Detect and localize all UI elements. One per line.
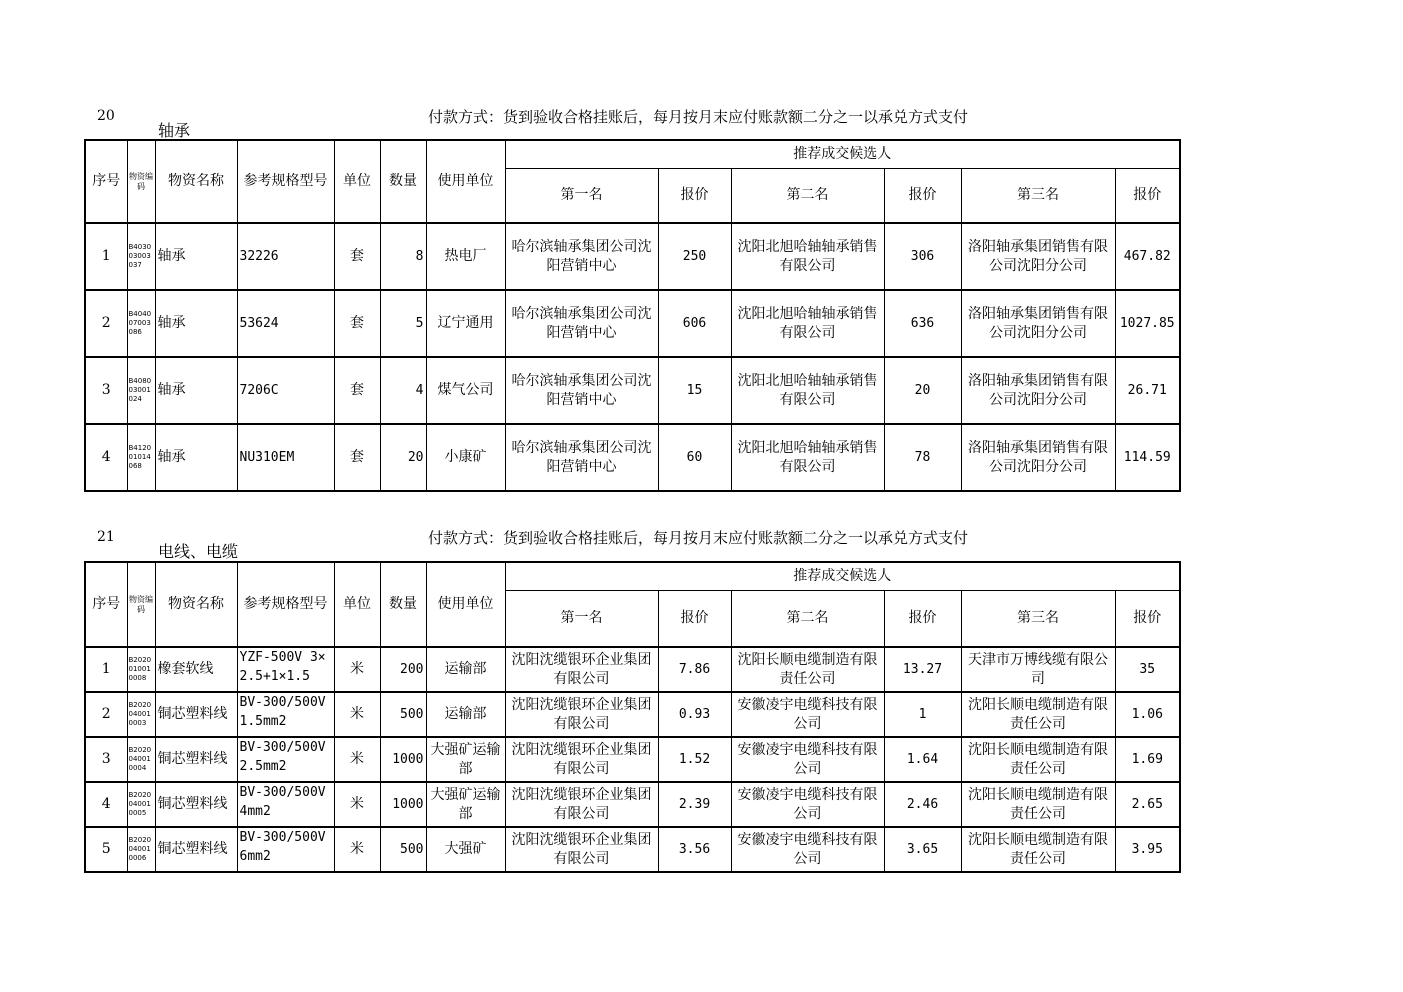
row-unit [334, 424, 380, 491]
header-third: 第三名 [961, 590, 1115, 647]
row-name [155, 223, 237, 290]
row-price-3-text: 114.59 [1123, 450, 1171, 465]
row-unit [334, 827, 380, 872]
row-seq-text: 5 [101, 841, 111, 857]
row-spec-text: 7206C [239, 383, 279, 398]
row-second-candidate [731, 290, 884, 357]
row-user-text: 辽宁通用 [437, 315, 494, 331]
row-user [426, 357, 505, 424]
row-code [127, 647, 155, 692]
row-seq [85, 782, 127, 827]
row-price-2 [884, 737, 961, 782]
row-second-candidate [731, 692, 884, 737]
row-price-2-text: 2.46 [906, 797, 939, 812]
row-third-candidate-text: 沈阳长顺电缆制造有限责任公司 [968, 831, 1108, 867]
header-candidates: 推荐成交候选人 [505, 562, 1180, 590]
row-user-text: 小康矿 [444, 449, 487, 465]
row-qty-text: 20 [407, 450, 424, 465]
header-seq: 序号 [85, 140, 127, 223]
row-price-3-text: 2.65 [1131, 797, 1163, 812]
row-code [127, 357, 155, 424]
row-price-2-text: 20 [914, 383, 931, 398]
row-second-candidate-text: 沈阳长顺电缆制造有限责任公司 [737, 651, 878, 687]
header-spec: 参考规格型号 [237, 562, 334, 647]
row-name-text: 轴承 [157, 248, 186, 264]
header-name: 物资名称 [155, 562, 237, 647]
row-unit-text: 米 [350, 706, 364, 722]
row-name [155, 357, 237, 424]
row-name-text: 铜芯塑料线 [157, 841, 228, 857]
row-first-candidate-text: 哈尔滨轴承集团公司沈阳营销中心 [511, 238, 652, 274]
header-seq: 序号 [85, 562, 127, 647]
row-third-candidate-text: 洛阳轴承集团销售有限公司沈阳分公司 [968, 372, 1108, 408]
row-price-2 [884, 357, 961, 424]
row-first-candidate-text: 沈阳沈缆银环企业集团有限公司 [511, 831, 652, 867]
header-second: 第二名 [731, 590, 884, 647]
row-first-candidate [505, 827, 658, 872]
row-user [426, 692, 505, 737]
row-code [127, 782, 155, 827]
row-price-3 [1115, 290, 1180, 357]
row-first-candidate [505, 692, 658, 737]
row-name-text: 铜芯塑料线 [157, 796, 228, 812]
row-third-candidate-text: 沈阳长顺电缆制造有限责任公司 [968, 696, 1108, 732]
row-user [426, 290, 505, 357]
row-seq [85, 357, 127, 424]
row-seq [85, 647, 127, 692]
row-price-1-text: 3.56 [678, 842, 711, 857]
row-price-2-text: 1 [918, 707, 927, 722]
header-second: 第二名 [731, 168, 884, 223]
row-price-1-text: 250 [682, 249, 707, 264]
row-price-3 [1115, 827, 1180, 872]
row-price-2-text: 636 [910, 316, 935, 331]
table-row [85, 357, 1180, 424]
row-first-candidate-text: 哈尔滨轴承集团公司沈阳营销中心 [511, 372, 652, 408]
row-third-candidate [961, 827, 1115, 872]
row-qty-text: 200 [400, 662, 424, 677]
row-name-text: 橡套软线 [157, 661, 214, 677]
row-user [426, 827, 505, 872]
row-user-text: 大强矿 [444, 841, 487, 857]
row-price-3-text: 1.06 [1131, 707, 1163, 722]
row-first-candidate [505, 782, 658, 827]
header-unit: 单位 [334, 140, 380, 223]
row-price-2 [884, 782, 961, 827]
table-row [85, 223, 1180, 290]
row-first-candidate [505, 357, 658, 424]
table-row [85, 692, 1180, 737]
row-code [127, 737, 155, 782]
row-price-2-text: 78 [914, 450, 931, 465]
row-name [155, 647, 237, 692]
header-first: 第一名 [505, 168, 658, 223]
row-qty [380, 424, 426, 491]
row-price-2 [884, 290, 961, 357]
row-code-text: B2020040010004 [128, 746, 152, 772]
header-price-3: 报价 [1115, 168, 1180, 223]
row-price-1-text: 15 [686, 383, 703, 398]
row-price-1 [658, 692, 731, 737]
row-price-3 [1115, 737, 1180, 782]
row-price-3-text: 1.69 [1131, 752, 1163, 767]
row-price-2 [884, 424, 961, 491]
row-code-text: B403003003037 [128, 243, 152, 269]
row-seq [85, 737, 127, 782]
row-third-candidate-text: 天津市万博线缆有限公司 [968, 651, 1108, 687]
row-unit [334, 782, 380, 827]
row-price-1-text: 1.52 [678, 752, 711, 767]
row-name [155, 290, 237, 357]
row-price-2-text: 306 [910, 249, 935, 264]
row-qty-text: 500 [400, 707, 424, 722]
row-third-candidate [961, 223, 1115, 290]
row-second-candidate [731, 424, 884, 491]
row-second-candidate-text: 安徽凌宇电缆科技有限公司 [737, 696, 878, 732]
row-first-candidate-text: 沈阳沈缆银环企业集团有限公司 [511, 786, 652, 822]
row-code-text: B2020040010006 [128, 836, 152, 862]
row-code-text: B404007003086 [128, 310, 152, 336]
row-name-text: 轴承 [157, 449, 186, 465]
row-second-candidate [731, 737, 884, 782]
row-price-1-text: 60 [686, 450, 703, 465]
row-price-1 [658, 737, 731, 782]
header-price-3: 报价 [1115, 590, 1180, 647]
row-spec-text: BV-300/500V 1.5mm2 [239, 695, 334, 729]
row-price-3 [1115, 782, 1180, 827]
row-unit-text: 套 [350, 449, 364, 465]
header-code: 物资编码 [127, 140, 155, 223]
row-name-text: 轴承 [157, 315, 186, 331]
row-name-text: 铜芯塑料线 [157, 706, 228, 722]
row-third-candidate [961, 647, 1115, 692]
row-third-candidate [961, 692, 1115, 737]
row-qty [380, 357, 426, 424]
header-user: 使用单位 [426, 140, 505, 223]
row-third-candidate-text: 洛阳轴承集团销售有限公司沈阳分公司 [968, 238, 1108, 274]
row-user-text: 大强矿运输部 [430, 741, 501, 777]
row-name [155, 827, 237, 872]
table-row [85, 827, 1180, 872]
row-third-candidate-text: 洛阳轴承集团销售有限公司沈阳分公司 [968, 305, 1108, 341]
row-price-3-text: 35 [1139, 662, 1156, 677]
row-spec [237, 737, 334, 782]
row-second-candidate [731, 223, 884, 290]
row-price-1 [658, 290, 731, 357]
row-name-text: 铜芯塑料线 [157, 751, 228, 767]
row-name [155, 424, 237, 491]
row-unit-text: 套 [350, 315, 364, 331]
row-user [426, 647, 505, 692]
row-first-candidate-text: 哈尔滨轴承集团公司沈阳营销中心 [511, 439, 652, 475]
row-first-candidate-text: 沈阳沈缆银环企业集团有限公司 [511, 696, 652, 732]
row-qty [380, 692, 426, 737]
row-spec [237, 223, 334, 290]
header-name: 物资名称 [155, 140, 237, 223]
row-price-3-text: 3.95 [1131, 842, 1163, 857]
row-second-candidate [731, 827, 884, 872]
row-seq-text: 3 [101, 382, 111, 398]
row-unit-text: 米 [350, 796, 364, 812]
row-user [426, 424, 505, 491]
row-price-3 [1115, 424, 1180, 491]
header-qty: 数量 [380, 562, 426, 647]
row-name [155, 692, 237, 737]
row-unit-text: 米 [350, 661, 364, 677]
table-row [85, 290, 1180, 357]
row-qty-text: 500 [400, 842, 424, 857]
header-unit: 单位 [334, 562, 380, 647]
row-qty [380, 782, 426, 827]
table-row [85, 424, 1180, 491]
row-third-candidate-text: 沈阳长顺电缆制造有限责任公司 [968, 741, 1108, 777]
row-price-3 [1115, 647, 1180, 692]
row-price-3 [1115, 223, 1180, 290]
table-row [85, 647, 1180, 692]
row-first-candidate-text: 沈阳沈缆银环企业集团有限公司 [511, 741, 652, 777]
row-price-1-text: 0.93 [678, 707, 711, 722]
row-qty [380, 737, 426, 782]
row-spec-text: BV-300/500V 2.5mm2 [239, 740, 334, 774]
row-code [127, 223, 155, 290]
row-spec [237, 782, 334, 827]
row-spec [237, 290, 334, 357]
header-user: 使用单位 [426, 562, 505, 647]
cable-table [84, 561, 1181, 873]
row-user-text: 热电厂 [444, 248, 487, 264]
row-first-candidate [505, 647, 658, 692]
row-third-candidate-text: 洛阳轴承集团销售有限公司沈阳分公司 [968, 439, 1108, 475]
row-spec [237, 647, 334, 692]
row-price-1-text: 606 [682, 316, 707, 331]
header-first: 第一名 [505, 590, 658, 647]
row-price-1 [658, 357, 731, 424]
row-seq [85, 424, 127, 491]
header-spec: 参考规格型号 [237, 140, 334, 223]
row-qty-text: 1000 [392, 797, 424, 812]
row-seq-text: 4 [101, 449, 111, 465]
row-spec [237, 357, 334, 424]
row-spec-text: NU310EM [239, 450, 295, 465]
row-unit-text: 套 [350, 382, 364, 398]
payment-terms: 付款方式：货到验收合格挂账后，每月按月末应付账款额二分之一以承兑方式支付 [428, 529, 969, 547]
row-seq [85, 223, 127, 290]
section-number: 21 [97, 529, 115, 545]
header-qty: 数量 [380, 140, 426, 223]
row-seq-text: 4 [101, 796, 111, 812]
row-second-candidate [731, 647, 884, 692]
row-price-1 [658, 827, 731, 872]
row-third-candidate [961, 737, 1115, 782]
header-code: 物资编码 [127, 562, 155, 647]
row-price-2-text: 13.27 [902, 662, 943, 677]
row-qty [380, 827, 426, 872]
section-title: 电线、电缆 [158, 542, 239, 561]
row-second-candidate-text: 安徽凌宇电缆科技有限公司 [737, 831, 878, 867]
row-third-candidate [961, 357, 1115, 424]
row-price-2 [884, 692, 961, 737]
row-qty [380, 290, 426, 357]
row-third-candidate [961, 290, 1115, 357]
row-unit-text: 米 [350, 751, 364, 767]
row-second-candidate-text: 沈阳北旭哈轴轴承销售有限公司 [737, 305, 878, 341]
row-price-1 [658, 782, 731, 827]
row-spec [237, 692, 334, 737]
row-second-candidate-text: 安徽凌宇电缆科技有限公司 [737, 786, 878, 822]
header-price-1: 报价 [658, 168, 731, 223]
row-spec-text: BV-300/500V 4mm2 [239, 785, 334, 819]
row-name [155, 737, 237, 782]
row-second-candidate [731, 357, 884, 424]
row-spec [237, 827, 334, 872]
row-price-2 [884, 223, 961, 290]
row-second-candidate-text: 沈阳北旭哈轴轴承销售有限公司 [737, 372, 878, 408]
row-seq-text: 1 [101, 248, 111, 264]
row-price-3 [1115, 692, 1180, 737]
row-user-text: 运输部 [444, 661, 487, 677]
row-code-text: B2020040010005 [128, 791, 152, 817]
row-code-text: B408003001024 [128, 377, 152, 403]
header-price-2: 报价 [884, 590, 961, 647]
row-unit [334, 290, 380, 357]
row-qty-text: 4 [415, 383, 424, 398]
row-spec-text: 53624 [239, 316, 279, 331]
row-unit [334, 737, 380, 782]
row-first-candidate [505, 424, 658, 491]
row-code [127, 290, 155, 357]
row-unit [334, 692, 380, 737]
table-row [85, 737, 1180, 782]
header-price-2: 报价 [884, 168, 961, 223]
row-user-text: 大强矿运输部 [430, 786, 501, 822]
row-second-candidate-text: 沈阳北旭哈轴轴承销售有限公司 [737, 439, 878, 475]
row-qty [380, 647, 426, 692]
row-user-text: 煤气公司 [437, 382, 494, 398]
row-qty-text: 5 [415, 316, 424, 331]
row-seq-text: 2 [101, 315, 111, 331]
row-second-candidate-text: 安徽凌宇电缆科技有限公司 [737, 741, 878, 777]
row-unit-text: 套 [350, 248, 364, 264]
row-code [127, 424, 155, 491]
row-second-candidate [731, 782, 884, 827]
header-third: 第三名 [961, 168, 1115, 223]
row-name-text: 轴承 [157, 382, 186, 398]
section-number: 20 [97, 108, 115, 124]
row-code [127, 692, 155, 737]
row-second-candidate-text: 沈阳北旭哈轴轴承销售有限公司 [737, 238, 878, 274]
row-price-3-text: 26.71 [1127, 383, 1167, 398]
row-seq [85, 290, 127, 357]
row-seq-text: 1 [101, 661, 111, 677]
row-unit [334, 357, 380, 424]
row-price-1-text: 7.86 [678, 662, 711, 677]
row-code-text: B2020010010008 [128, 656, 152, 682]
header-candidates: 推荐成交候选人 [505, 140, 1180, 168]
row-seq [85, 827, 127, 872]
row-first-candidate [505, 290, 658, 357]
row-qty-text: 8 [415, 249, 424, 264]
row-spec [237, 424, 334, 491]
row-price-1 [658, 223, 731, 290]
row-name [155, 782, 237, 827]
row-unit [334, 223, 380, 290]
row-code-text: B412001014068 [128, 444, 152, 470]
row-spec-text: YZF-500V 3×2.5+1×1.5 [239, 650, 326, 684]
row-price-3 [1115, 357, 1180, 424]
row-unit [334, 647, 380, 692]
row-user [426, 782, 505, 827]
row-first-candidate-text: 沈阳沈缆银环企业集团有限公司 [511, 651, 652, 687]
row-qty-text: 1000 [392, 752, 424, 767]
bearing-table [84, 139, 1181, 492]
header-price-1: 报价 [658, 590, 731, 647]
row-user [426, 223, 505, 290]
row-price-2 [884, 827, 961, 872]
row-unit-text: 米 [350, 841, 364, 857]
row-user [426, 737, 505, 782]
row-qty [380, 223, 426, 290]
row-price-2 [884, 647, 961, 692]
row-price-1-text: 2.39 [678, 797, 711, 812]
row-spec-text: BV-300/500V 6mm2 [239, 830, 334, 864]
row-price-3-text: 467.82 [1123, 249, 1171, 264]
row-first-candidate [505, 223, 658, 290]
row-first-candidate-text: 哈尔滨轴承集团公司沈阳营销中心 [511, 305, 652, 341]
row-price-3-text: 1027.85 [1119, 316, 1175, 331]
row-seq-text: 3 [101, 751, 111, 767]
row-third-candidate-text: 沈阳长顺电缆制造有限责任公司 [968, 786, 1108, 822]
row-third-candidate [961, 424, 1115, 491]
row-spec-text: 32226 [239, 249, 279, 264]
row-price-1 [658, 424, 731, 491]
section-title: 轴承 [158, 121, 191, 140]
row-first-candidate [505, 737, 658, 782]
row-price-2-text: 3.65 [906, 842, 939, 857]
payment-terms: 付款方式：货到验收合格挂账后，每月按月末应付账款额二分之一以承兑方式支付 [428, 108, 969, 126]
row-code [127, 827, 155, 872]
row-seq [85, 692, 127, 737]
row-code-text: B2020040010003 [128, 701, 152, 727]
row-third-candidate [961, 782, 1115, 827]
row-price-2-text: 1.64 [906, 752, 939, 767]
row-price-1 [658, 647, 731, 692]
row-user-text: 运输部 [444, 706, 487, 722]
table-row [85, 782, 1180, 827]
row-seq-text: 2 [101, 706, 111, 722]
